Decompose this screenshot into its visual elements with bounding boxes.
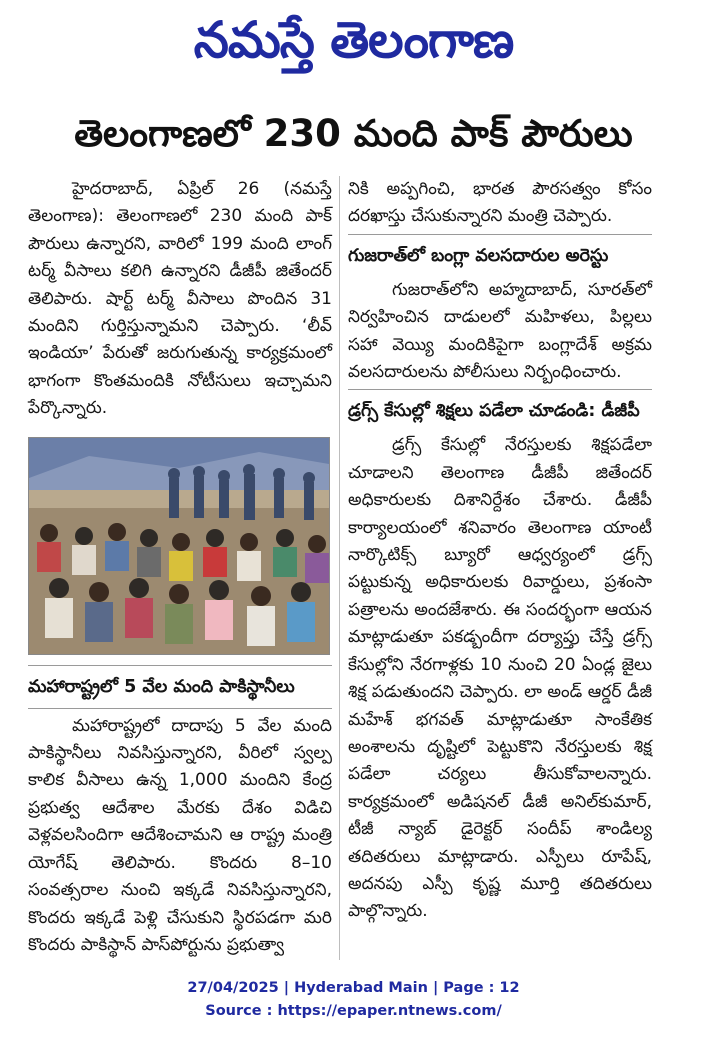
masthead	[0, 6, 707, 78]
article-paragraph-gujarat: గుజరాత్‌లోని అహ్మదాబాద్‌, సూరత్‌లో నిర్వహించిన దాడులలో మహిళలు, పిల్లలు సహా వెయ్యి మందికిపైగా బంగ్లాదేశ్‌ అక్రమ వలసదారులను పోలీసులు నిర్బంధించారు.	[348, 279, 652, 383]
subheading-gujarat: గుజరాత్‌లో బంగ్లా వలసదారుల అరెస్టు	[348, 245, 609, 266]
page-headline: తెలంగాణలో 230 మంది పాక్‌ పౌరులు	[74, 112, 633, 155]
article-paragraph-maharashtra: మహారాష్ట్రలో దాదాపు 5 వేల మంది పాకిస్థానీలు నివసిస్తున్నారని, వీరిలో స్వల్ప కాలిక వీసాలు ఉన్న 1,000 మందిని కేంద్ర ప్రభుత్వ ఆదేశాల మేరకు దేశం విడిచి వెళ్లవలసిందిగా ఆదేశించామని ఆ రాష్ట్ర మంత్రి యోగేష్‌ తెలిపారు. కొందరు 8–10 సంవత్సరాల నుంచి ఇక్కడే నివసిస్తున్నారని, కొందరు ఇక్కడే పెళ్లి చేసుకుని స్థిరపడగా మరి కొందరు పాకిస్థాన్‌ పాస్‌పోర్టును ప్రభుత్వా	[28, 715, 332, 955]
section-rule	[28, 665, 332, 666]
right-column	[348, 176, 652, 926]
subheading-drugs: డ్రగ్స్‌ కేసుల్లో శిక్షలు పడేలా చూడండి: డీజీపీ	[348, 401, 640, 422]
column-divider	[339, 176, 340, 960]
news-photo	[28, 437, 330, 655]
footer-edition-info: 27/04/2025 | Hyderabad Main | Page : 12	[187, 980, 520, 996]
article-paragraph-continued: నికి అప్పగించి, భారత పౌరసత్వం కోసం దరఖాస్తు చేసుకున్నారని మంత్రి చెప్పారు.	[348, 179, 652, 227]
subheading-maharashtra: మహారాష్ట్రలో 5 వేల మంది పాకిస్థానీలు	[28, 676, 295, 697]
newspaper-title: నమస్తే తెలంగాణ	[193, 10, 514, 69]
section-rule	[348, 389, 652, 390]
left-column	[28, 176, 332, 959]
article-paragraph-intro: హైదరాబాద్‌, ఏప్రిల్‌ 26 (నమస్తే తెలంగాణ): తెలంగాణలో 230 మంది పాక్‌ పౌరులు ఉన్నారని, వారిలో 199 మంది లాంగ్‌ టర్మ్‌ వీసాలు కలిగి ఉన్నారని డీజీపీ జితేందర్‌ తెలిపారు. షార్ట్‌ టర్మ్‌ వీసాలు పొందిన 31 మందిని గుర్తిస్తున్నామని చెప్పారు. ‘లీవ్‌ ఇండియా’ పేరుతో జరుగుతున్న కార్యక్రమంలో భాగంగా కొంతమందికి నోటీసులు ఇచ్చామని పేర్కొన్నారు.	[28, 179, 332, 419]
section-rule	[348, 234, 652, 235]
article-paragraph-drugs: డ్రగ్స్‌ కేసుల్లో నేరస్తులకు శిక్షపడేలా చూడాలని తెలంగాణ డీజీపీ జితేందర్‌ అధికారులకు దిశానిర్దేశం చేశారు. డీజీపీ కార్యాలయంలో శనివారం తెలంగాణ యాంటీ నార్కొటిక్స్‌ బ్యూరో ఆధ్వర్యంలో డ్రగ్స్‌ పట్టుకున్న అధికారులకు రివార్డులు, ప్రశంసా పత్రాలను అందజేశారు. ఈ సందర్భంగా ఆయన మాట్లాడుతూ పకడ్బందీగా దర్యాప్తు చేస్తే డ్రగ్స్‌ కేసుల్లోని నేరగాళ్లకు 10 నుంచి 20 ఏండ్ల జైలు శిక్ష పడుతుందని చెప్పారు. లా అండ్‌ ఆర్డర్‌ డీజీ మహేశ్‌ భగవత్‌ మాట్లాడుతూ సాంకేతిక అంశాలను దృష్టిలో పెట్టుకొని నేరస్తులకు శిక్ష పడేలా చర్యలు తీసుకోవాలన్నారు. కార్యక్రమంలో అడిషనల్‌ డీజీ అనిల్‌కుమార్‌, టీజీ న్యాబ్‌ డైరెక్టర్‌ సందీప్‌ శాండిల్య తదితరులు మాట్లాడారు. ఎస్పీలు రూపేష్‌, అదనపు ఎస్పీ కృష్ణ మూర్తి తదితరులు పాల్గొన్నారు.	[348, 435, 652, 922]
section-rule	[28, 708, 332, 709]
footer-source-link[interactable]: Source : https://epaper.ntnews.com/	[205, 1003, 502, 1019]
